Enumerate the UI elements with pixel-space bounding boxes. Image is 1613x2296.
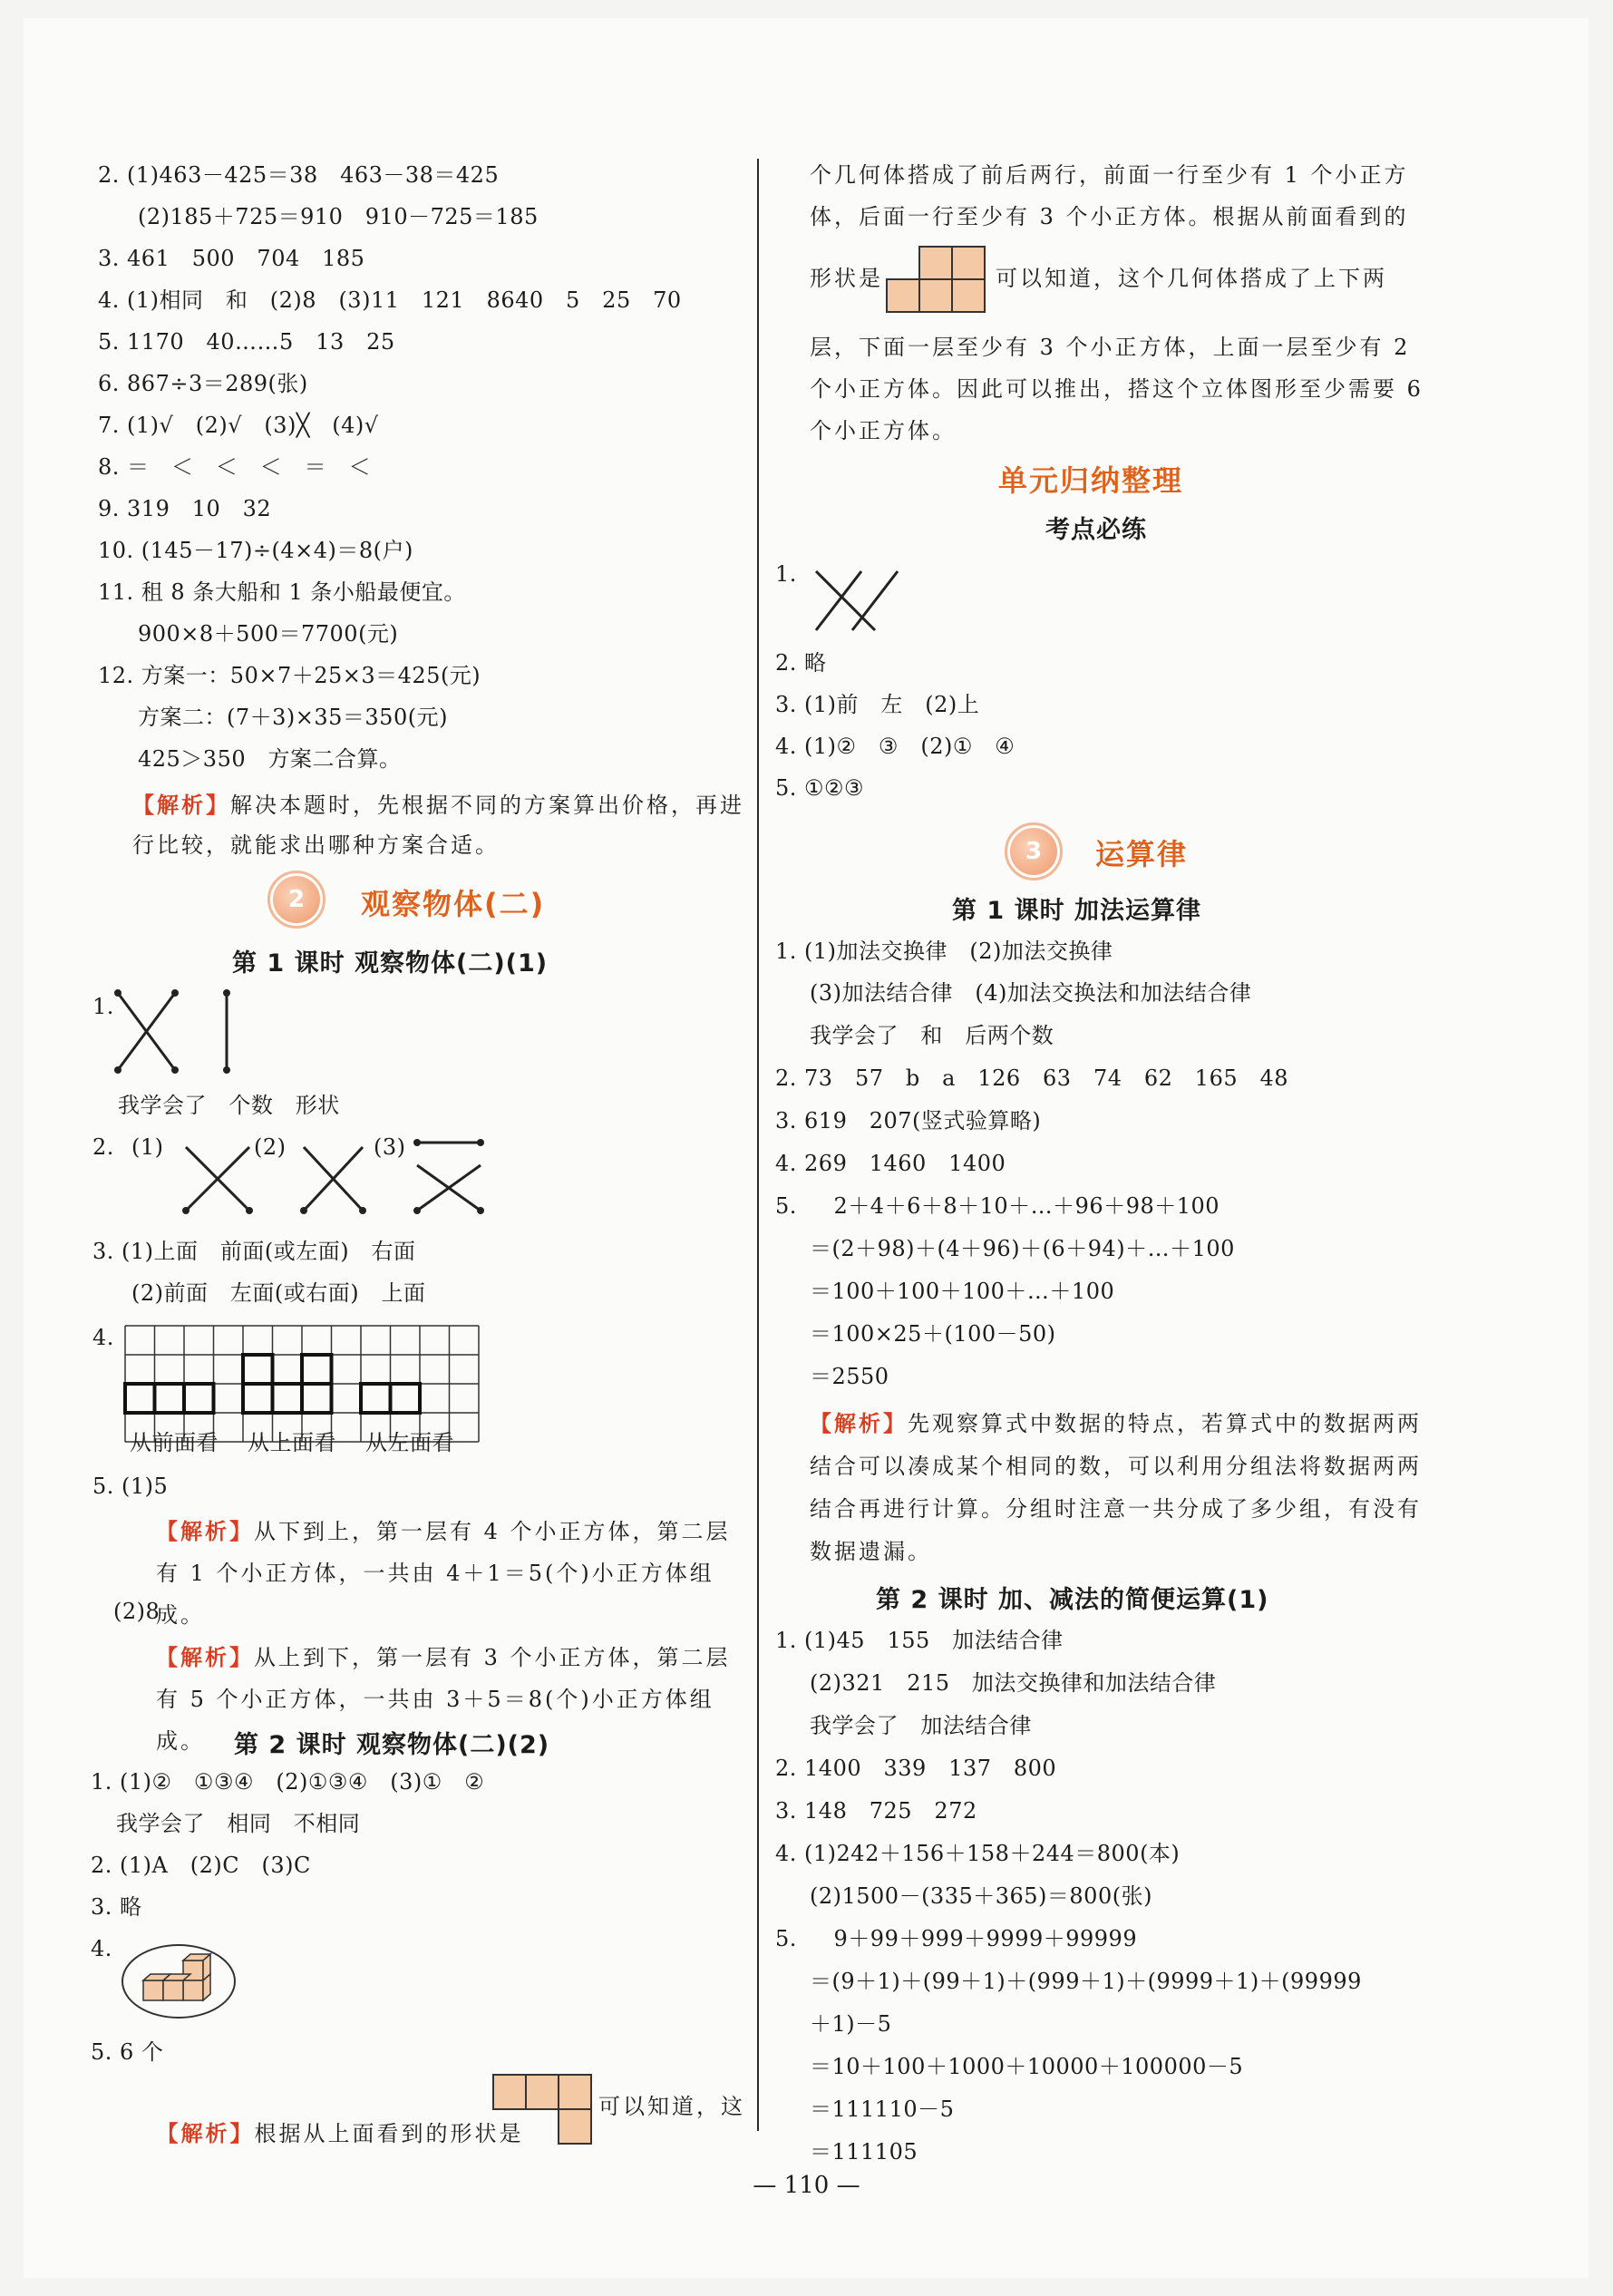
answer-line: 1. (1)加法交换律 (2)加法交换律 [775, 939, 1113, 964]
answer-line: 6. 867÷3＝289(张) [98, 371, 308, 396]
analysis-tag: 【解析】 [810, 1410, 908, 1436]
answer-line: 3. (1)前 左 (2)上 [775, 692, 980, 717]
answer-line: ＝100＋100＋100＋…＋100 [810, 1279, 1115, 1304]
answer-line: (2)前面 左面(或右面) 上面 [131, 1280, 426, 1306]
answer-line: 4. 269 1460 1400 [775, 1151, 1006, 1176]
view-grid-figure [125, 1326, 483, 1444]
analysis-tag: 【解析】 [156, 1518, 254, 1544]
answer-line: ＝2550 [810, 1364, 889, 1389]
question-number: 4. [91, 1936, 112, 1961]
line-matching-figure [811, 567, 911, 639]
answer-line: 3. 略 [91, 1894, 142, 1920]
analysis-block [132, 785, 749, 865]
section-title: 运算律 [1095, 837, 1189, 871]
lesson-title: 第 2 课时 加、减法的简便运算(1) [876, 1586, 1269, 1614]
answer-line: ＝111110－5 [810, 2097, 955, 2122]
sub-label: (3) [374, 1134, 406, 1160]
section-badge: 2 [273, 876, 320, 923]
answer-line: ＝100×25＋(100－50) [810, 1321, 1056, 1347]
answer-line: 4. (1)相同 和 (2)8 (3)11 121 8640 5 25 70 [98, 287, 682, 313]
analysis-block [156, 1511, 745, 1636]
unit-title: 单元归纳整理 [998, 463, 1184, 498]
question-number: 2. [92, 1134, 114, 1160]
answer-line: ＝(9＋1)＋(99＋1)＋(999＋1)＋(9999＋1)＋(99999 [810, 1969, 1362, 1994]
answer-line: 8. ＝ ＜ ＜ ＜ ＝ ＜ [98, 454, 371, 480]
answer-line: 5. 6 个 [91, 2039, 164, 2065]
answer-line: (2)8 [113, 1599, 160, 1624]
grid-caption: 从前面看 [130, 1430, 219, 1455]
answer-line: (3)加法结合律 (4)加法交换法和加法结合律 [810, 980, 1252, 1006]
answer-line: ＝10＋100＋1000＋10000＋100000－5 [810, 2054, 1244, 2079]
answer-line: 2. 略 [775, 650, 827, 676]
answer-line: 5. 1170 40……5 13 25 [98, 329, 395, 355]
grid-caption: 从左面看 [365, 1430, 454, 1455]
sub-label: (1) [131, 1134, 164, 1160]
learned-line: 我学会了 和 后两个数 [810, 1023, 1054, 1048]
answer-line: 2. 73 57 b a 126 63 74 62 165 48 [775, 1065, 1289, 1091]
answer-line: 4. (1)242＋156＋158＋244＝800(本) [775, 1841, 1181, 1866]
answer-line: 2. (1)463－425＝38 463－38＝425 [98, 162, 500, 188]
analysis-line [118, 2093, 524, 2174]
answer-line: 2. (1)A (2)C (3)C [91, 1853, 311, 1878]
answer-line: 4. (1)② ③ (2)① ④ [775, 734, 1015, 759]
answer-line: 3. 148 725 272 [775, 1798, 977, 1824]
answer-line: 方案二：(7＋3)×35＝350(元) [138, 705, 448, 730]
answer-line: (2)185＋725＝910 910－725＝185 [138, 204, 539, 229]
analysis-text: 根据从上面看到的形状是 [254, 2121, 524, 2146]
answer-line: 5. (1)5 [92, 1474, 169, 1499]
analysis-text: 从下到上，第一层有 4 个小正方体，第二层有 1 个小正方体，一共由 4＋1＝5(个)小正方体组成。 [156, 1519, 731, 1628]
lesson-title: 第 1 课时 观察物体(二)(1) [232, 949, 549, 978]
analysis-text: 个几何体搭成了前后两行，前面一行至少有 1 个小正方体，后面一行至少有 3 个小正方体。根据从前面看到的 [810, 162, 1409, 229]
section-badge: 3 [1010, 828, 1057, 875]
question-number: 4. [92, 1325, 114, 1350]
answer-line: 9. 319 10 32 [98, 496, 272, 521]
analysis-text: 可以知道，这个几何体搭成了上下两 [996, 266, 1387, 291]
answer-line: ＝111105 [810, 2139, 918, 2165]
answer-line: (2)321 215 加法交换律和加法结合律 [810, 1670, 1217, 1696]
answer-line: 5. 2＋4＋6＋8＋10＋…＋96＋98＋100 [775, 1193, 1220, 1219]
lesson-title: 第 1 课时 加法运算律 [952, 897, 1201, 925]
cube-stack-figure [120, 1941, 242, 2022]
answer-line: 5. ①②③ [775, 775, 865, 801]
lesson-title: 第 2 课时 观察物体(二)(2) [234, 1731, 550, 1759]
grid-caption: 从上面看 [248, 1430, 336, 1455]
learned-line: 我学会了 个数 形状 [118, 1093, 340, 1118]
answer-line: ＋1)－5 [810, 2011, 892, 2037]
answer-line: 10. (145－17)÷(4×4)＝8(户) [98, 538, 413, 563]
analysis-tag: 【解析】 [156, 1644, 254, 1670]
answer-line: 7. (1)√ (2)√ (3)╳ (4)√ [98, 413, 379, 438]
column-divider [757, 159, 759, 2131]
analysis-text: 先观察算式中数据的特点，若算式中的数据两两结合可以凑成某个相同的数，可以利用分组法将数据两两结合再进行计算。分组时注意一共分成了多少组，有没有数据遗漏。 [810, 1411, 1422, 1564]
question-number: 1. [92, 994, 114, 1019]
answer-line: 3. (1)上面 前面(或左面) 右面 [92, 1239, 416, 1264]
front-view-shape [887, 245, 996, 317]
question-number: 1. [775, 561, 797, 587]
answer-line: 900×8＋500＝7700(元) [138, 621, 399, 647]
answer-line: 5. 9＋99＋999＋9999＋99999 [775, 1926, 1138, 1951]
answer-line: 11. 租 8 条大船和 1 条小船最便宜。 [98, 579, 466, 605]
answer-line: ＝(2＋98)＋(4＋96)＋(6＋94)＋…＋100 [810, 1236, 1235, 1261]
analysis-text: 可以知道，这 [598, 2094, 745, 2119]
line-matching-figure [113, 988, 240, 1088]
sub-label: (2) [254, 1134, 287, 1160]
analysis-text: 层，下面一层至少有 3 个小正方体，上面一层至少有 2 个小正方体。因此可以推出，搭这个立体图形至少需要 6 个小正方体。 [810, 335, 1424, 443]
answer-line: 3. 461 500 704 185 [98, 246, 365, 271]
analysis-text: 解决本题时，先根据不同的方案算出价格，再进行比较，就能求出哪种方案合适。 [132, 793, 744, 858]
page-number: — 110 — [753, 2172, 860, 2199]
top-view-shape [491, 2073, 600, 2155]
line-matching-figure [177, 1138, 521, 1229]
learned-line: 我学会了 加法结合律 [810, 1713, 1032, 1738]
answer-line: 3. 619 207(竖式验算略) [775, 1108, 1042, 1133]
analysis-text: 从上到下，第一层有 3 个小正方体，第二层有 5 个小正方体，一共由 3＋5＝8(个)小正方体组成。 [156, 1645, 731, 1754]
analysis-text: 形状是 [810, 266, 883, 291]
answer-line: 12. 方案一：50×7＋25×3＝425(元) [98, 663, 481, 688]
learned-line: 我学会了 相同 不相同 [116, 1811, 361, 1836]
analysis-block [810, 1402, 1435, 1573]
section-title: 观察物体(二) [361, 887, 546, 921]
answer-line: (2)1500－(335＋365)＝800(张) [810, 1883, 1152, 1909]
answer-line: 1. (1)② ①③④ (2)①③④ (3)① ② [91, 1769, 485, 1795]
unit-subtitle: 考点必练 [1045, 516, 1147, 544]
answer-line: 2. 1400 339 137 800 [775, 1756, 1057, 1781]
analysis-tag: 【解析】 [132, 792, 230, 818]
analysis-tag: 【解析】 [156, 2120, 255, 2146]
answer-line: 425＞350 方案二合算。 [138, 746, 402, 772]
answer-line: 1. (1)45 155 加法结合律 [775, 1628, 1064, 1653]
